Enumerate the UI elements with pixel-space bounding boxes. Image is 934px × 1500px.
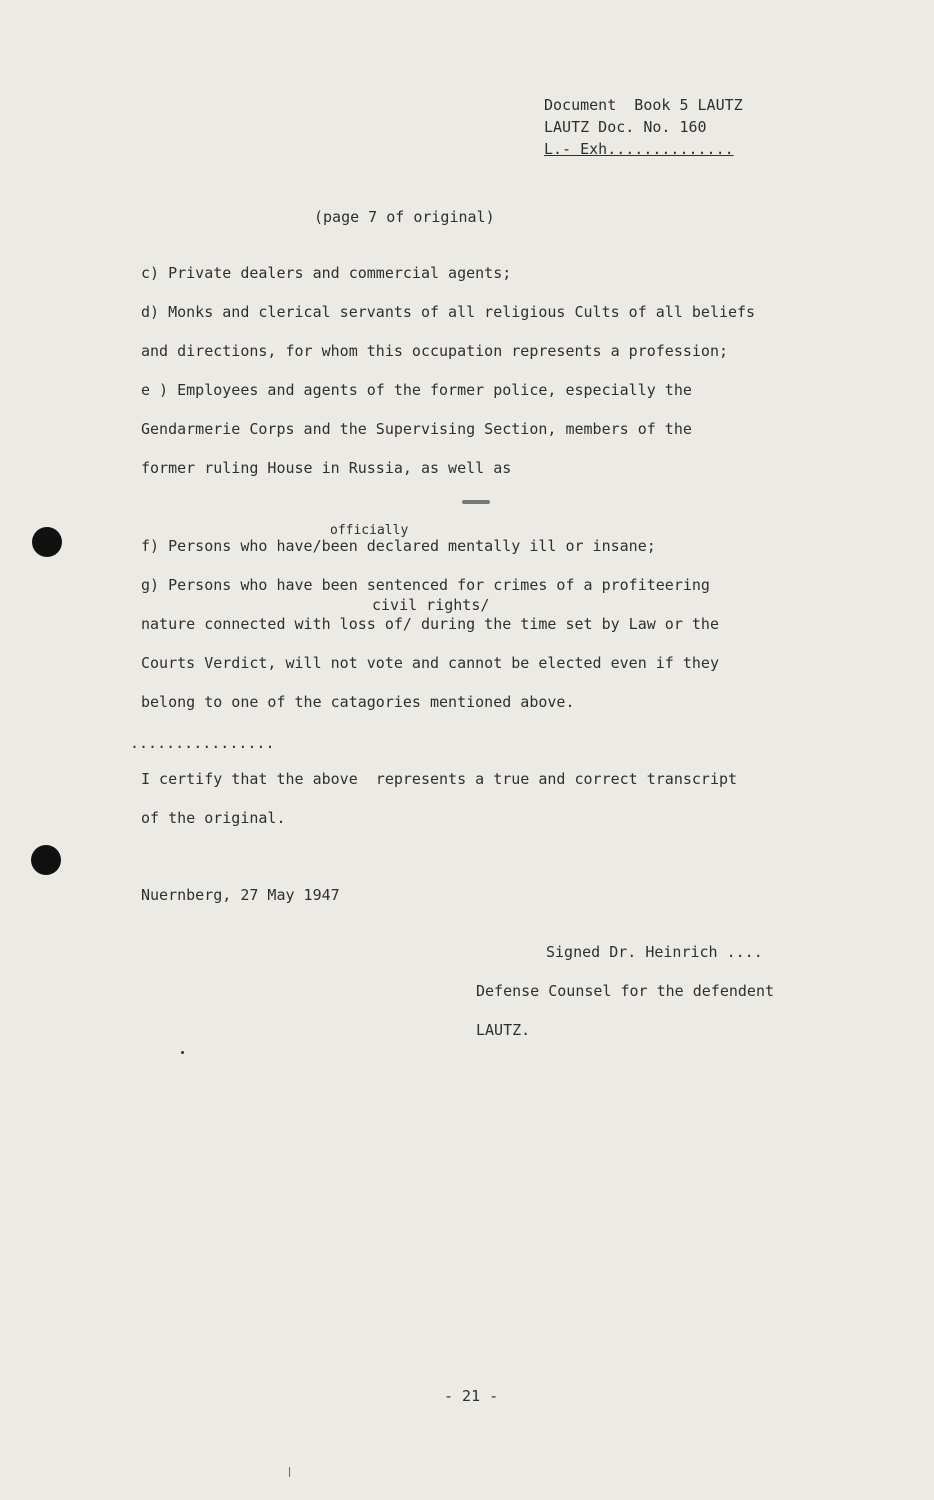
paragraph-g-line-3: Courts Verdict, will not vote and cannot be elected even if they (141, 654, 719, 672)
separator-dots: ................ (130, 734, 275, 752)
paragraph-e-line-2: Gendarmerie Corps and the Supervising Section, members of the (141, 420, 692, 438)
defense-counsel-line: Defense Counsel for the defendent (476, 982, 775, 1000)
certification-line-1: I certify that the above represents a true and correct transcript (141, 770, 738, 788)
paragraph-c: c) Private dealers and commercial agents; (141, 264, 512, 282)
document-book-line: Document Book 5 LAUTZ (544, 96, 743, 114)
paragraph-d-line-2: and directions, for whom this occupation represents a profession; (141, 342, 728, 360)
small-dot (181, 1051, 184, 1054)
paragraph-d-line-1: d) Monks and clerical servants of all religious Cults of all beliefs (141, 303, 756, 321)
original-page-marker: (page 7 of original) (314, 208, 495, 226)
document-number-line: LAUTZ Doc. No. 160 (544, 118, 707, 136)
paragraph-e-line-1: e ) Employees and agents of the former police, especially the (141, 381, 692, 399)
punch-hole-lower (31, 845, 61, 875)
paragraph-g-line-1: g) Persons who have been sentenced for crimes of a profiteering (141, 576, 710, 594)
paragraph-g-line-2: nature connected with loss of/ during the time set by Law or the (141, 615, 719, 633)
paragraph-g-insertion: civil rights/ (372, 596, 490, 614)
place-and-date: Nuernberg, 27 May 1947 (141, 886, 340, 904)
defendant-name-line: LAUTZ. (476, 1021, 531, 1039)
paragraph-f-insertion: officially (330, 523, 409, 538)
ink-mark (462, 500, 490, 504)
punch-hole-upper (32, 527, 62, 557)
signature-line: Signed Dr. Heinrich .... (546, 943, 763, 961)
paragraph-e-line-3: former ruling House in Russia, as well as (141, 459, 512, 477)
paragraph-f: f) Persons who have/been declared mentally ill or insane; (141, 537, 656, 555)
page-number: - 21 - (444, 1387, 499, 1405)
certification-line-2: of the original. (141, 809, 286, 827)
paragraph-g-line-4: belong to one of the catagories mentioned above. (141, 693, 575, 711)
margin-tick (289, 1467, 290, 1477)
exhibit-line: L.- Exh.............. (544, 140, 734, 158)
